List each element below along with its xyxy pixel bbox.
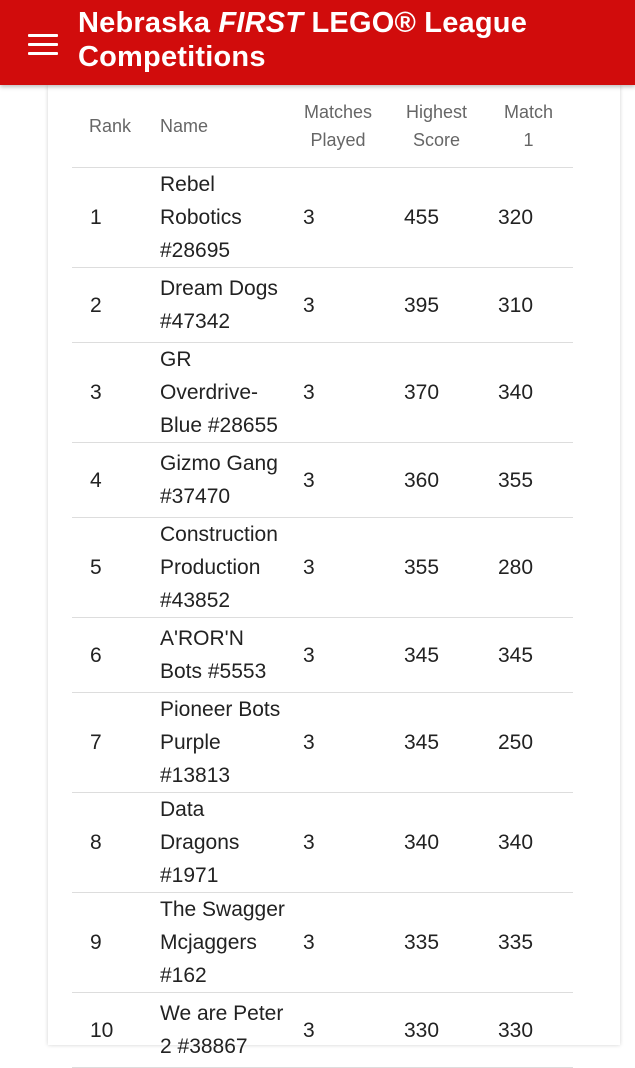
menu-bar-top	[28, 34, 58, 37]
table-header-row	[72, 85, 573, 168]
cell-highest-score: 335	[389, 893, 484, 993]
table-row	[72, 268, 573, 343]
cell-team-name: Pioneer Bots Purple #13813	[143, 693, 287, 793]
cell-rank: 7	[72, 693, 143, 793]
cell-highest-score: 355	[389, 518, 484, 618]
cell-match-1: 345	[484, 618, 573, 693]
cell-match-1: 320	[484, 168, 573, 268]
cell-matches-played: 3	[287, 693, 389, 793]
hamburger-menu-icon[interactable]	[28, 30, 62, 56]
cell-team-name: We are Peter 2 #38867	[143, 993, 287, 1068]
cell-rank: 9	[72, 893, 143, 993]
table-row	[72, 693, 573, 793]
cell-rank: 5	[72, 518, 143, 618]
cell-match-1: 355	[484, 443, 573, 518]
table-row	[72, 618, 573, 693]
cell-team-name: Gizmo Gang #37470	[143, 443, 287, 518]
cell-matches-played: 3	[287, 793, 389, 893]
column-header-highest-score[interactable]: Highest Score	[389, 85, 484, 168]
table-row	[72, 168, 573, 268]
cell-highest-score: 455	[389, 168, 484, 268]
cell-match-1: 250	[484, 693, 573, 793]
cell-rank: 1	[72, 168, 143, 268]
cell-team-name: A'ROR'N Bots #5553	[143, 618, 287, 693]
cell-matches-played: 3	[287, 168, 389, 268]
cell-match-1: 335	[484, 893, 573, 993]
cell-match-1: 330	[484, 993, 573, 1068]
column-header-match-1[interactable]: Match 1	[484, 85, 573, 168]
cell-matches-played: 3	[287, 993, 389, 1068]
table-row	[72, 518, 573, 618]
cell-rank: 8	[72, 793, 143, 893]
cell-team-name: Construction Production #43852	[143, 518, 287, 618]
content-card	[48, 85, 620, 1058]
cell-highest-score: 345	[389, 618, 484, 693]
cell-matches-played: 3	[287, 343, 389, 443]
cell-team-name: The Swagger Mcjaggers #162	[143, 893, 287, 993]
cell-match-1: 280	[484, 518, 573, 618]
cell-team-name: Rebel Robotics #28695	[143, 168, 287, 268]
cell-rank: 10	[72, 993, 143, 1068]
cell-match-1: 310	[484, 268, 573, 343]
menu-bar-middle	[28, 43, 58, 46]
cell-team-name: Dream Dogs #47342	[143, 268, 287, 343]
cell-matches-played: 3	[287, 618, 389, 693]
table-row	[72, 793, 573, 893]
table-row	[72, 993, 573, 1068]
cell-highest-score: 370	[389, 343, 484, 443]
column-header-name[interactable]: Name	[143, 85, 287, 168]
cell-highest-score: 330	[389, 993, 484, 1068]
cell-highest-score: 395	[389, 268, 484, 343]
cell-match-1: 340	[484, 343, 573, 443]
title-first: FIRST	[218, 7, 304, 39]
rankings-table	[72, 85, 573, 1068]
table-row	[72, 443, 573, 518]
cell-highest-score: 345	[389, 693, 484, 793]
title-part-1: Nebraska	[78, 7, 219, 39]
column-header-rank[interactable]: Rank	[72, 85, 143, 168]
menu-bar-bottom	[28, 52, 58, 55]
cell-matches-played: 3	[287, 443, 389, 518]
title-part-2: LEGO® League Competitions	[78, 7, 528, 73]
cell-match-1: 340	[484, 793, 573, 893]
cell-rank: 2	[72, 268, 143, 343]
cell-rank: 3	[72, 343, 143, 443]
app-header	[0, 0, 635, 85]
cell-highest-score: 340	[389, 793, 484, 893]
table-row	[72, 343, 573, 443]
cell-rank: 4	[72, 443, 143, 518]
cell-team-name: GR Overdrive-Blue #28655	[143, 343, 287, 443]
cell-rank: 6	[72, 618, 143, 693]
table-row	[72, 893, 573, 993]
column-header-matches-played[interactable]: Matches Played	[287, 85, 389, 168]
cell-team-name: Data Dragons #1971	[143, 793, 287, 893]
cell-highest-score: 360	[389, 443, 484, 518]
cell-matches-played: 3	[287, 268, 389, 343]
cell-matches-played: 3	[287, 893, 389, 993]
page-title	[78, 6, 618, 74]
cell-matches-played: 3	[287, 518, 389, 618]
